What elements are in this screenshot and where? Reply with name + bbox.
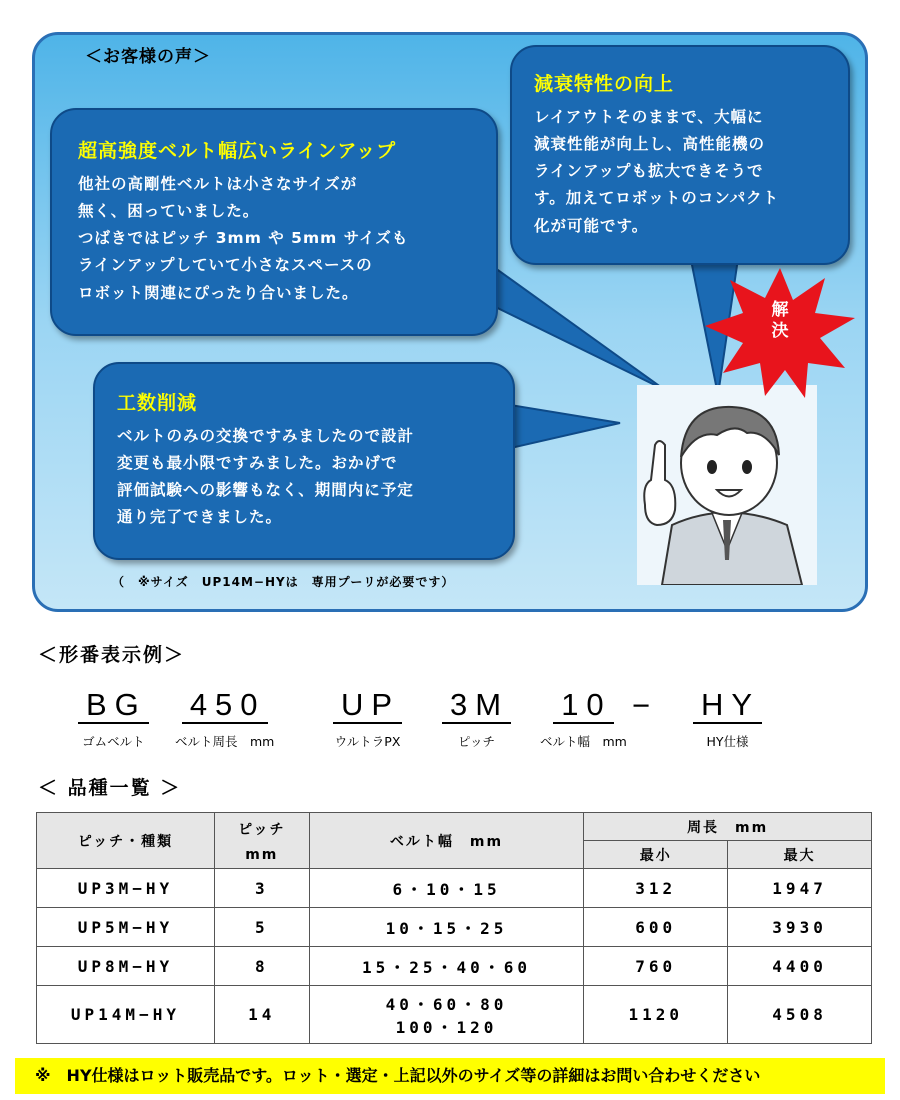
header-max: 最大 [728,841,872,869]
model-example-heading: ＜形番表示例＞ [38,644,186,666]
cell-max: 4400 [728,947,872,986]
header-pitch [214,813,309,869]
code-segment-type [333,688,402,750]
size-note: （ ※サイズ UP14M−HYは 専用プーリが必要です） [112,575,455,589]
cell-type: UP14M−HY [37,986,215,1044]
solution-label: 解決 [771,300,789,342]
bubble-line: レイアウトそのままで、大幅に [534,108,764,126]
code-label: ベルト幅 mm [540,734,627,750]
table-row [37,908,872,947]
bubble-title: 工数削減 [117,392,198,414]
bubble-line: 減衰性能が向上し、高性能機の [534,135,766,154]
cell-pitch: 3 [214,869,309,908]
header-min: 最小 [584,841,728,869]
bubble-line: 他社の高剛性ベルトは小さなサイズが [78,175,358,193]
cell-pitch: 8 [214,947,309,986]
cell-width-line: 100・120 [395,1017,498,1037]
header-length: 周長 mm [584,813,872,841]
cell-max: 1947 [728,869,872,908]
bubble-line: 変更も最小限ですみました。おかげで [117,454,398,473]
bubble-line: ラインアップしていて小さなスペースの [78,256,373,275]
code-label: ピッチ [458,734,496,750]
bubble-line: 無く、困っていました。 [78,202,260,221]
header-type: ピッチ・種類 [37,813,215,869]
bubble-title: 超高強度ベルト幅広いラインアップ [78,140,397,162]
code-value: HY [693,688,762,724]
bubble-line: 化が可能です。 [534,216,649,235]
cell-max: 4508 [728,986,872,1044]
header-width: ベルト幅 mm [309,813,584,869]
bubble-text [534,104,828,240]
code-value: 3M [442,688,511,724]
bubble-text [117,423,493,532]
cell-width: 6・10・15 [309,869,584,908]
businessman-icon [637,385,817,585]
code-segment-spec [693,688,762,750]
code-label: ウルトラPX [334,734,401,750]
table-row [37,986,872,1044]
cell-min: 312 [584,869,728,908]
code-value: UP [333,688,402,724]
code-segment-length [175,688,274,750]
code-label: ゴムベルト [82,734,145,750]
speech-bubble-damping [510,45,850,265]
code-label: ベルト周長 mm [175,734,275,750]
lineup-table [36,812,872,1044]
cell-min: 1120 [584,986,728,1044]
cell-width: 10・15・25 [309,908,584,947]
bubble-title: 減衰特性の向上 [534,73,675,95]
bubble-text [78,171,474,307]
code-value: 450 [182,688,268,724]
bubble-line: す。加えてロボットのコンパクト [534,189,780,208]
cell-min: 600 [584,908,728,947]
cell-pitch: 14 [214,986,309,1044]
header-pitch-unit: mm [245,846,279,863]
bubble-line: ロボット関連にぴったり合いました。 [78,283,359,302]
bubble-line: つばきではピッチ 3mm や 5mm サイズも [78,229,409,248]
bubble-line: ベルトのみの交換ですみましたので設計 [117,427,415,445]
speech-bubble-workload [93,362,515,560]
code-segment-bg [78,688,149,750]
speech-bubble-lineup [50,108,498,336]
cell-type: UP3M−HY [37,869,215,908]
cell-width-line: 40・60・80 [385,994,508,1014]
lineup-heading: ＜ 品種一覧 ＞ [38,777,182,799]
cell-width: 15・25・40・60 [309,947,584,986]
cell-min: 760 [584,947,728,986]
bubble-line: 評価試験への影響もなく、期間内に予定 [117,481,414,500]
cell-pitch: 5 [214,908,309,947]
bubble-line: ラインアップも拡大できそうで [534,162,764,181]
cell-width [309,986,584,1044]
code-segment-width [540,688,627,750]
bubble-line: 通り完了できました。 [117,508,283,527]
code-value: BG [78,688,149,724]
code-label: HY仕様 [706,734,749,750]
cell-max: 3930 [728,908,872,947]
code-value: 10 [553,688,613,724]
header-pitch-top: ピッチ [238,821,286,838]
lot-sale-banner: ※ HY仕様はロット販売品です。ロット・選定・上記以外のサイズ等の詳細はお問い合わせください [15,1058,885,1094]
code-segment-pitch [442,688,511,750]
table-row [37,869,872,908]
customer-voice-title: ＜お客様の声＞ [85,47,211,67]
cell-type: UP5M−HY [37,908,215,947]
code-dash: − [632,688,651,723]
table-row [37,947,872,986]
cell-type: UP8M−HY [37,947,215,986]
